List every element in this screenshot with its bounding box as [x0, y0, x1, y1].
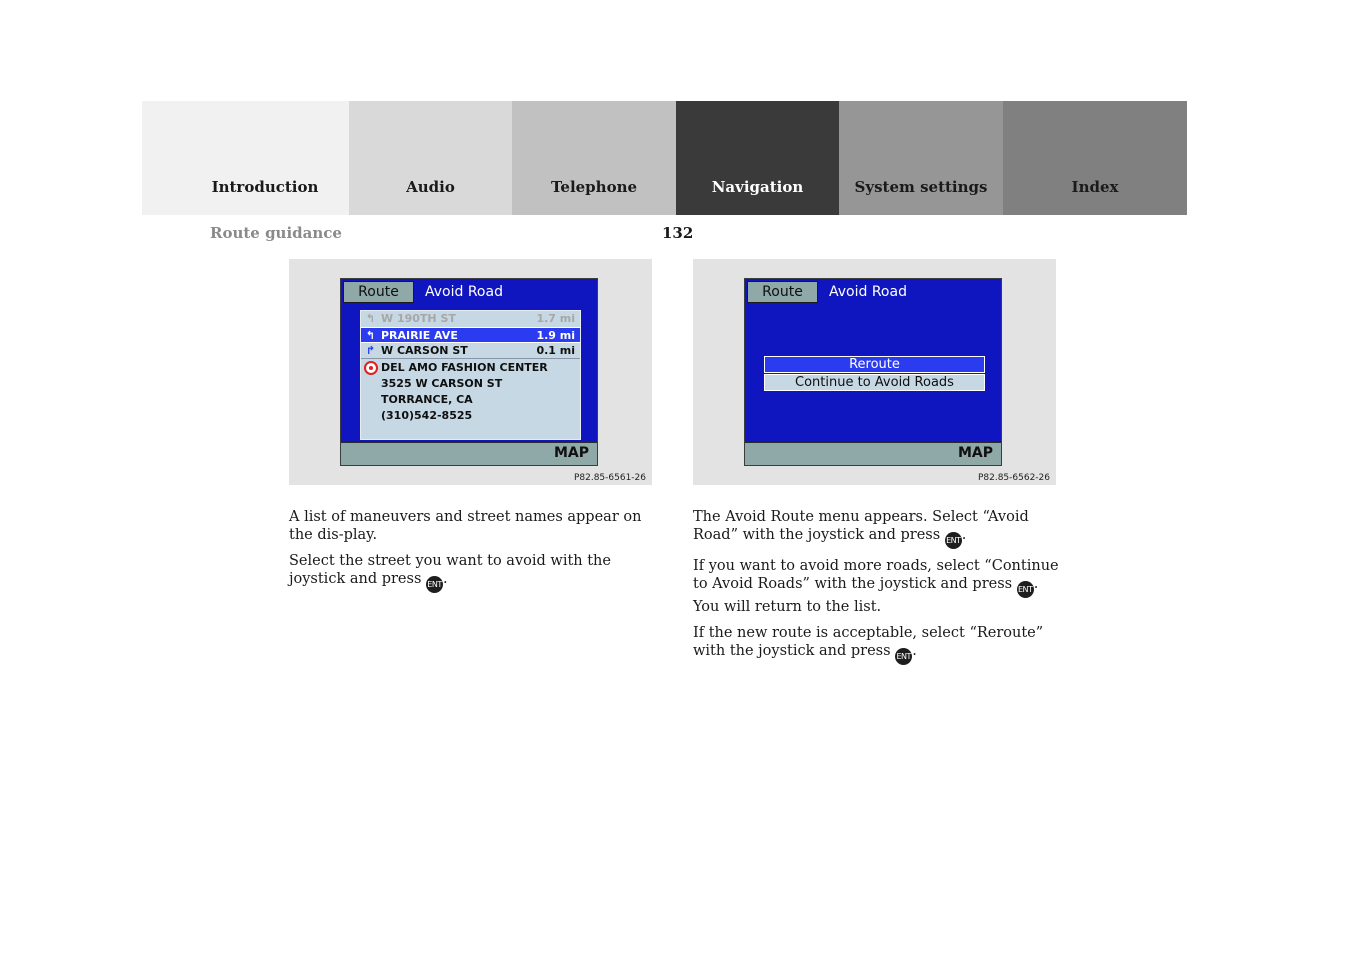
destination-street: 3525 W CARSON ST: [381, 377, 503, 390]
tab-audio[interactable]: [349, 101, 512, 215]
paragraph: [693, 508, 1061, 549]
paragraph: [693, 624, 1061, 665]
turn-left-arrow-icon: ↰: [365, 312, 376, 325]
figure-code: P82.85-6562-26: [977, 473, 1050, 483]
paragraph-text: If the new route is acceptable, select “Reroute” with the joystick and press: [693, 625, 1044, 659]
list-item[interactable]: [361, 311, 580, 327]
nav-screen: [744, 278, 1002, 466]
destination-phone: (310)542-8525: [381, 409, 473, 422]
street-distance: 1.7 mi: [536, 312, 575, 325]
map-button[interactable]: MAP: [553, 445, 589, 461]
list-item-selected[interactable]: [361, 327, 580, 343]
street-name: W CARSON ST: [381, 344, 468, 357]
tab-label: Navigation: [711, 178, 804, 196]
street-distance: 0.1 mi: [536, 344, 575, 357]
paragraph-text: .: [961, 527, 967, 543]
section-title: Route guidance: [210, 224, 342, 242]
tab-index[interactable]: [1003, 101, 1187, 215]
paragraph-text: .: [443, 571, 448, 587]
route-button[interactable]: Route: [343, 281, 414, 303]
instructions-left: [289, 508, 657, 601]
route-button[interactable]: Route: [747, 281, 818, 303]
maneuver-list: [360, 310, 581, 440]
tab-introduction[interactable]: [142, 101, 349, 215]
destination-name: DEL AMO FASHION CENTER: [381, 361, 548, 374]
paragraph-text: The Avoid Route menu appears. Select “Avoid Road” with the joystick and press: [693, 509, 1029, 543]
tab-label: Index: [1071, 178, 1119, 196]
paragraph-text: If you want to avoid more roads, select “Continue to Avoid Roads” with the joystick and press: [693, 558, 1059, 592]
figure-avoid-road-list: [289, 259, 652, 485]
destination-address: [381, 360, 548, 424]
tab-label: Introduction: [211, 178, 319, 196]
page-number: 132: [662, 224, 694, 242]
paragraph-text: . You will return to the list.: [693, 576, 1039, 615]
map-bar: [745, 442, 1001, 465]
avoid-route-menu: [764, 356, 985, 392]
destination-city: TORRANCE, CA: [381, 393, 473, 406]
ent-key-icon: ENT: [895, 648, 912, 665]
map-bar: [341, 442, 597, 465]
turn-left-arrow-icon: ↰: [365, 329, 376, 342]
street-name: W 190TH ST: [381, 312, 456, 325]
screen-title: Avoid Road: [425, 284, 503, 300]
screen-title: Avoid Road: [829, 284, 907, 300]
paragraph: [289, 552, 657, 593]
chapter-tabs: [142, 101, 1187, 215]
tab-label: Audio: [406, 178, 455, 196]
map-button[interactable]: MAP: [957, 445, 993, 461]
list-item[interactable]: [361, 343, 580, 359]
ent-key-icon: ENT: [945, 532, 962, 549]
ent-key-icon: ENT: [426, 576, 443, 593]
paragraph-text: .: [912, 643, 917, 659]
street-distance: 1.9 mi: [536, 329, 575, 342]
ent-key-icon: ENT: [1017, 581, 1034, 598]
paragraph: A list of maneuvers and street names appear on the dis-play.: [289, 509, 642, 543]
paragraph-text: Select the street you want to avoid with the joystick and press: [289, 553, 611, 587]
continue-avoid-roads-menu-item[interactable]: Continue to Avoid Roads: [764, 374, 985, 391]
street-name: PRAIRIE AVE: [381, 329, 458, 342]
tab-telephone[interactable]: [512, 101, 676, 215]
destination-flag-icon: [364, 361, 378, 375]
paragraph: [693, 557, 1061, 616]
turn-right-arrow-icon: ↱: [365, 344, 376, 357]
instructions-right: [693, 508, 1061, 673]
tab-system-settings[interactable]: [839, 101, 1003, 215]
figure-code: P82.85-6561-26: [573, 473, 646, 483]
figure-avoid-road-menu: [693, 259, 1056, 485]
tab-label: Telephone: [550, 178, 638, 196]
nav-screen: [340, 278, 598, 466]
tab-navigation[interactable]: [676, 101, 839, 215]
reroute-menu-item[interactable]: Reroute: [764, 356, 985, 373]
tab-label: System settings: [854, 178, 988, 196]
